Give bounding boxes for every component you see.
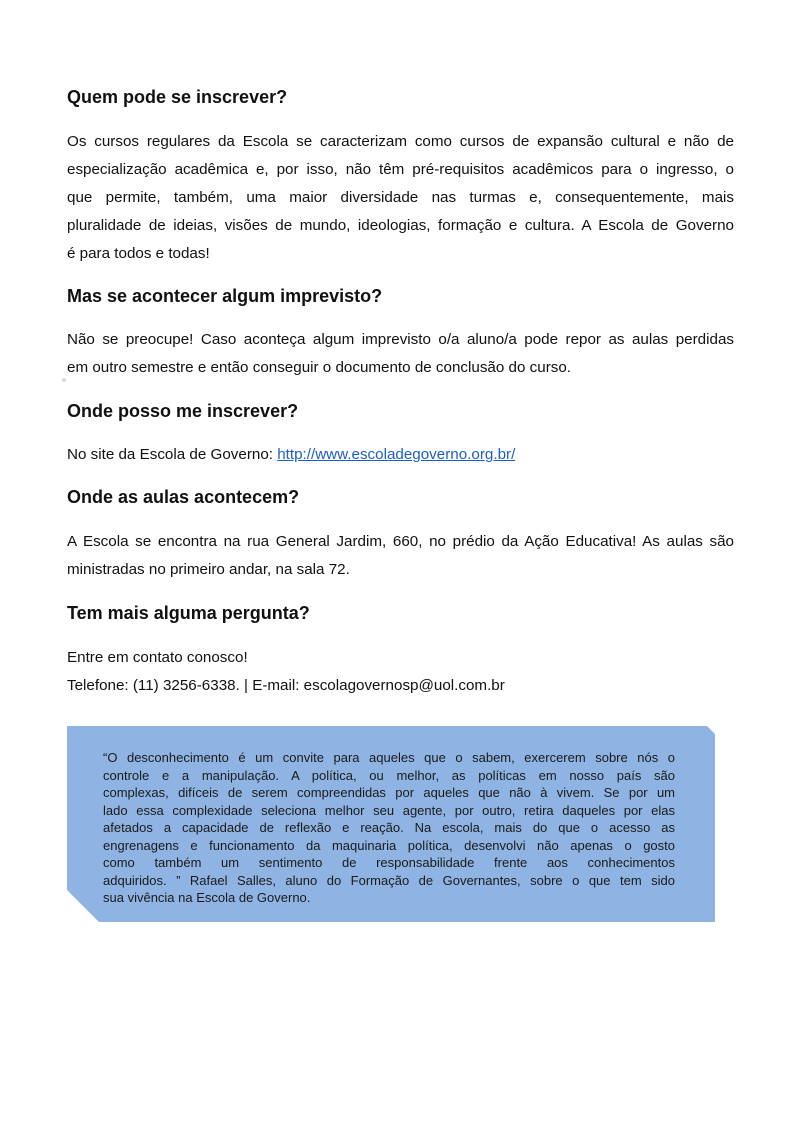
quote-line: adquiridos. ” Rafael Salles, aluno do Formação de Governantes, sobre o que tem sido [103,872,675,888]
paragraph-line: pluralidade de ideias, visões de mundo, ideologias, formação e cultura. A Escola de Governo [67,217,734,234]
heading-where-classes: Onde as aulas acontecem? [67,487,300,507]
quote-line: complexas, difíceis de serem compreendidas por aqueles que não à vivem. Se por um [103,785,675,800]
quote-line: controle e a manipulação. A política, ou melhor, as políticas em nosso país são [103,767,675,783]
quote-line: “O desconhecimento é um convite para aqueles que o sabem, exercerem sobre nós o [103,750,675,765]
heading-who-can-enroll: Quem pode se inscrever? [67,87,288,107]
paragraph-where-enroll [67,441,734,469]
testimonial-quote [103,749,675,907]
contact-invite: Entre em contato conosco! [67,649,248,666]
paragraph-line: Os cursos regulares da Escola se caracterizam como cursos de expansão cultural e não de [67,133,734,150]
paragraph-line: em outro semestre e então conseguir o documento de conclusão do curso. [67,359,572,376]
site-label: No site da Escola de Governo: [67,446,278,463]
heading-more-questions: Tem mais alguma pergunta? [67,603,310,623]
quote-line: como também um sentimento de responsabilidade frente aos conhecimentos [103,855,675,870]
quote-line: sua vivência na Escola de Governo. [103,890,311,905]
quote-line: lado essa complexidade seleciona melhor seu agente, por outro, retira daqueles por elas [103,802,675,818]
paragraph-who-can-enroll [67,128,734,268]
paragraph-line: é para todos e todas! [67,245,210,262]
paragraph-contact [67,644,734,700]
paragraph-line: ministradas no primeiro andar, na sala 72. [67,561,350,578]
contact-details: Telefone: (11) 3256-6338. | E-mail: escolagovernosp@uol.com.br [67,677,505,694]
quote-line: engrenagens e funcionamento da maquinaria política, desenvolvi não apenas o gosto [103,837,675,853]
paragraph-line: Não se preocupe! Caso aconteça algum imprevisto o/a aluno/a pode repor as aulas perdidas [67,331,734,348]
website-link[interactable]: http://www.escoladegoverno.org.br/ [277,446,516,463]
paragraph-line: que permite, também, uma maior diversidade nas turmas e, consequentemente, mais [67,189,734,206]
paragraph-line: A Escola se encontra na rua General Jardim, 660, no prédio da Ação Educativa! As aulas são [67,533,734,550]
paragraph-line: especialização acadêmica e, por isso, não têm pré-requisitos acadêmicos para o ingresso, o [67,161,734,178]
page-speck [62,378,66,382]
quote-line: afetados a capacidade de reflexão e reação. Na escola, mais do que o acesso as [103,820,675,835]
paragraph-where-classes [67,528,734,584]
heading-where-enroll: Onde posso me inscrever? [67,401,299,421]
heading-unforeseen: Mas se acontecer algum imprevisto? [67,286,383,306]
paragraph-unforeseen [67,326,734,382]
